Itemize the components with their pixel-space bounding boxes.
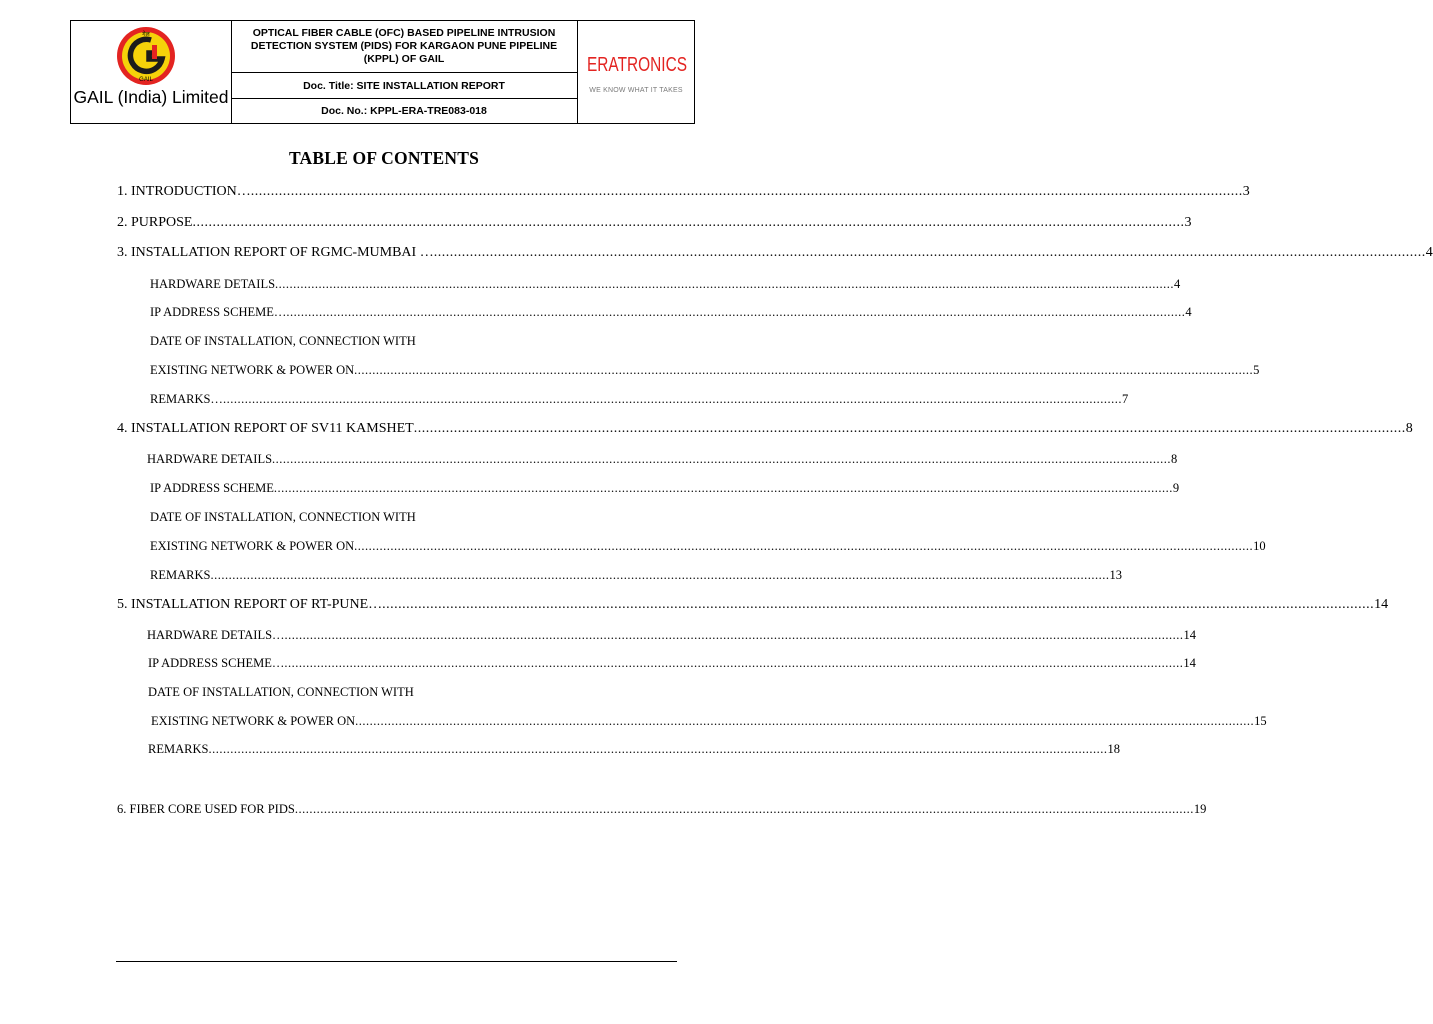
toc-subentry[interactable]: IP ADDRESS SCHEME… ..... 4 bbox=[150, 305, 646, 320]
toc-entry[interactable]: 5. INSTALLATION REPORT OF RT-PUNE… ..... 14 bbox=[117, 597, 650, 613]
company-name: GAIL (India) Limited bbox=[73, 87, 229, 107]
vendor-cell bbox=[578, 21, 694, 123]
toc-entry[interactable]: 4. INSTALLATION REPORT OF SV11 KAMSHET ..... 8 bbox=[117, 421, 646, 437]
gail-logo-icon bbox=[111, 25, 181, 87]
eratronics-logo-icon bbox=[585, 47, 689, 81]
toc-subentry[interactable]: EXISTING NETWORK & POWER ON ..... 5 bbox=[150, 363, 645, 378]
company-cell bbox=[71, 21, 232, 123]
toc-subentry[interactable]: EXISTING NETWORK & POWER ON ..... 15 bbox=[151, 714, 644, 729]
toc-subentry-line: DATE OF INSTALLATION, CONNECTION WITH bbox=[150, 510, 416, 524]
toc-subentry[interactable]: EXISTING NETWORK & POWER ON ..... 10 bbox=[150, 539, 649, 554]
toc-subentry[interactable]: HARDWARE DETAILS… ..... 14 bbox=[147, 628, 646, 643]
document-info-cell bbox=[231, 21, 578, 123]
doc-title: Doc. Title: SITE INSTALLATION REPORT bbox=[231, 73, 577, 99]
toc-subentry[interactable]: IP ADDRESS SCHEME… ..... 14 bbox=[148, 656, 645, 671]
footer-divider bbox=[116, 961, 677, 962]
vendor-logo-text: ERATRONICS bbox=[587, 54, 687, 76]
document-header bbox=[70, 20, 695, 124]
toc-subentry[interactable]: REMARKS ..... 13 bbox=[150, 568, 647, 583]
toc-subentry[interactable]: HARDWARE DETAILS ..... 4 bbox=[150, 277, 646, 292]
gail-logo-text: GAIL bbox=[139, 77, 153, 83]
gail-logo-hindi: गेल bbox=[142, 31, 150, 38]
toc-subentry[interactable]: HARDWARE DETAILS ..... 8 bbox=[147, 452, 646, 467]
doc-number: Doc. No.: KPPL-ERA-TRE083-018 bbox=[321, 105, 487, 117]
toc-subentry[interactable]: REMARKS… ..... 7 bbox=[150, 392, 645, 407]
project-title: OPTICAL FIBER CABLE (OFC) BASED PIPELINE INTRUSION DETECTION SYSTEM (PIDS) FOR KARGAON PUNE PIPELINE (KPPL) OF GAIL bbox=[231, 21, 577, 73]
toc-entry[interactable]: 1. INTRODUCTION… ..... 3 bbox=[117, 184, 641, 200]
toc-entry[interactable]: 2. PURPOSE ..... 3 bbox=[117, 215, 641, 231]
toc-title: TABLE OF CONTENTS bbox=[288, 148, 480, 168]
toc-entry[interactable]: 6. FIBER CORE USED FOR PIDS ..... 19 bbox=[117, 802, 637, 817]
vendor-tagline: WE KNOW WHAT IT TAKES bbox=[589, 87, 683, 94]
toc-subentry-line: DATE OF INSTALLATION, CONNECTION WITH bbox=[150, 334, 416, 348]
toc-subentry-line: DATE OF INSTALLATION, CONNECTION WITH bbox=[148, 685, 414, 699]
toc-subentry[interactable]: IP ADDRESS SCHEME ..... 9 bbox=[150, 481, 643, 496]
toc-entry[interactable]: 3. INSTALLATION REPORT OF RGMC-MUMBAI … ..... 4 bbox=[117, 245, 644, 261]
toc-subentry[interactable]: REMARKS ..... 18 bbox=[148, 742, 644, 757]
